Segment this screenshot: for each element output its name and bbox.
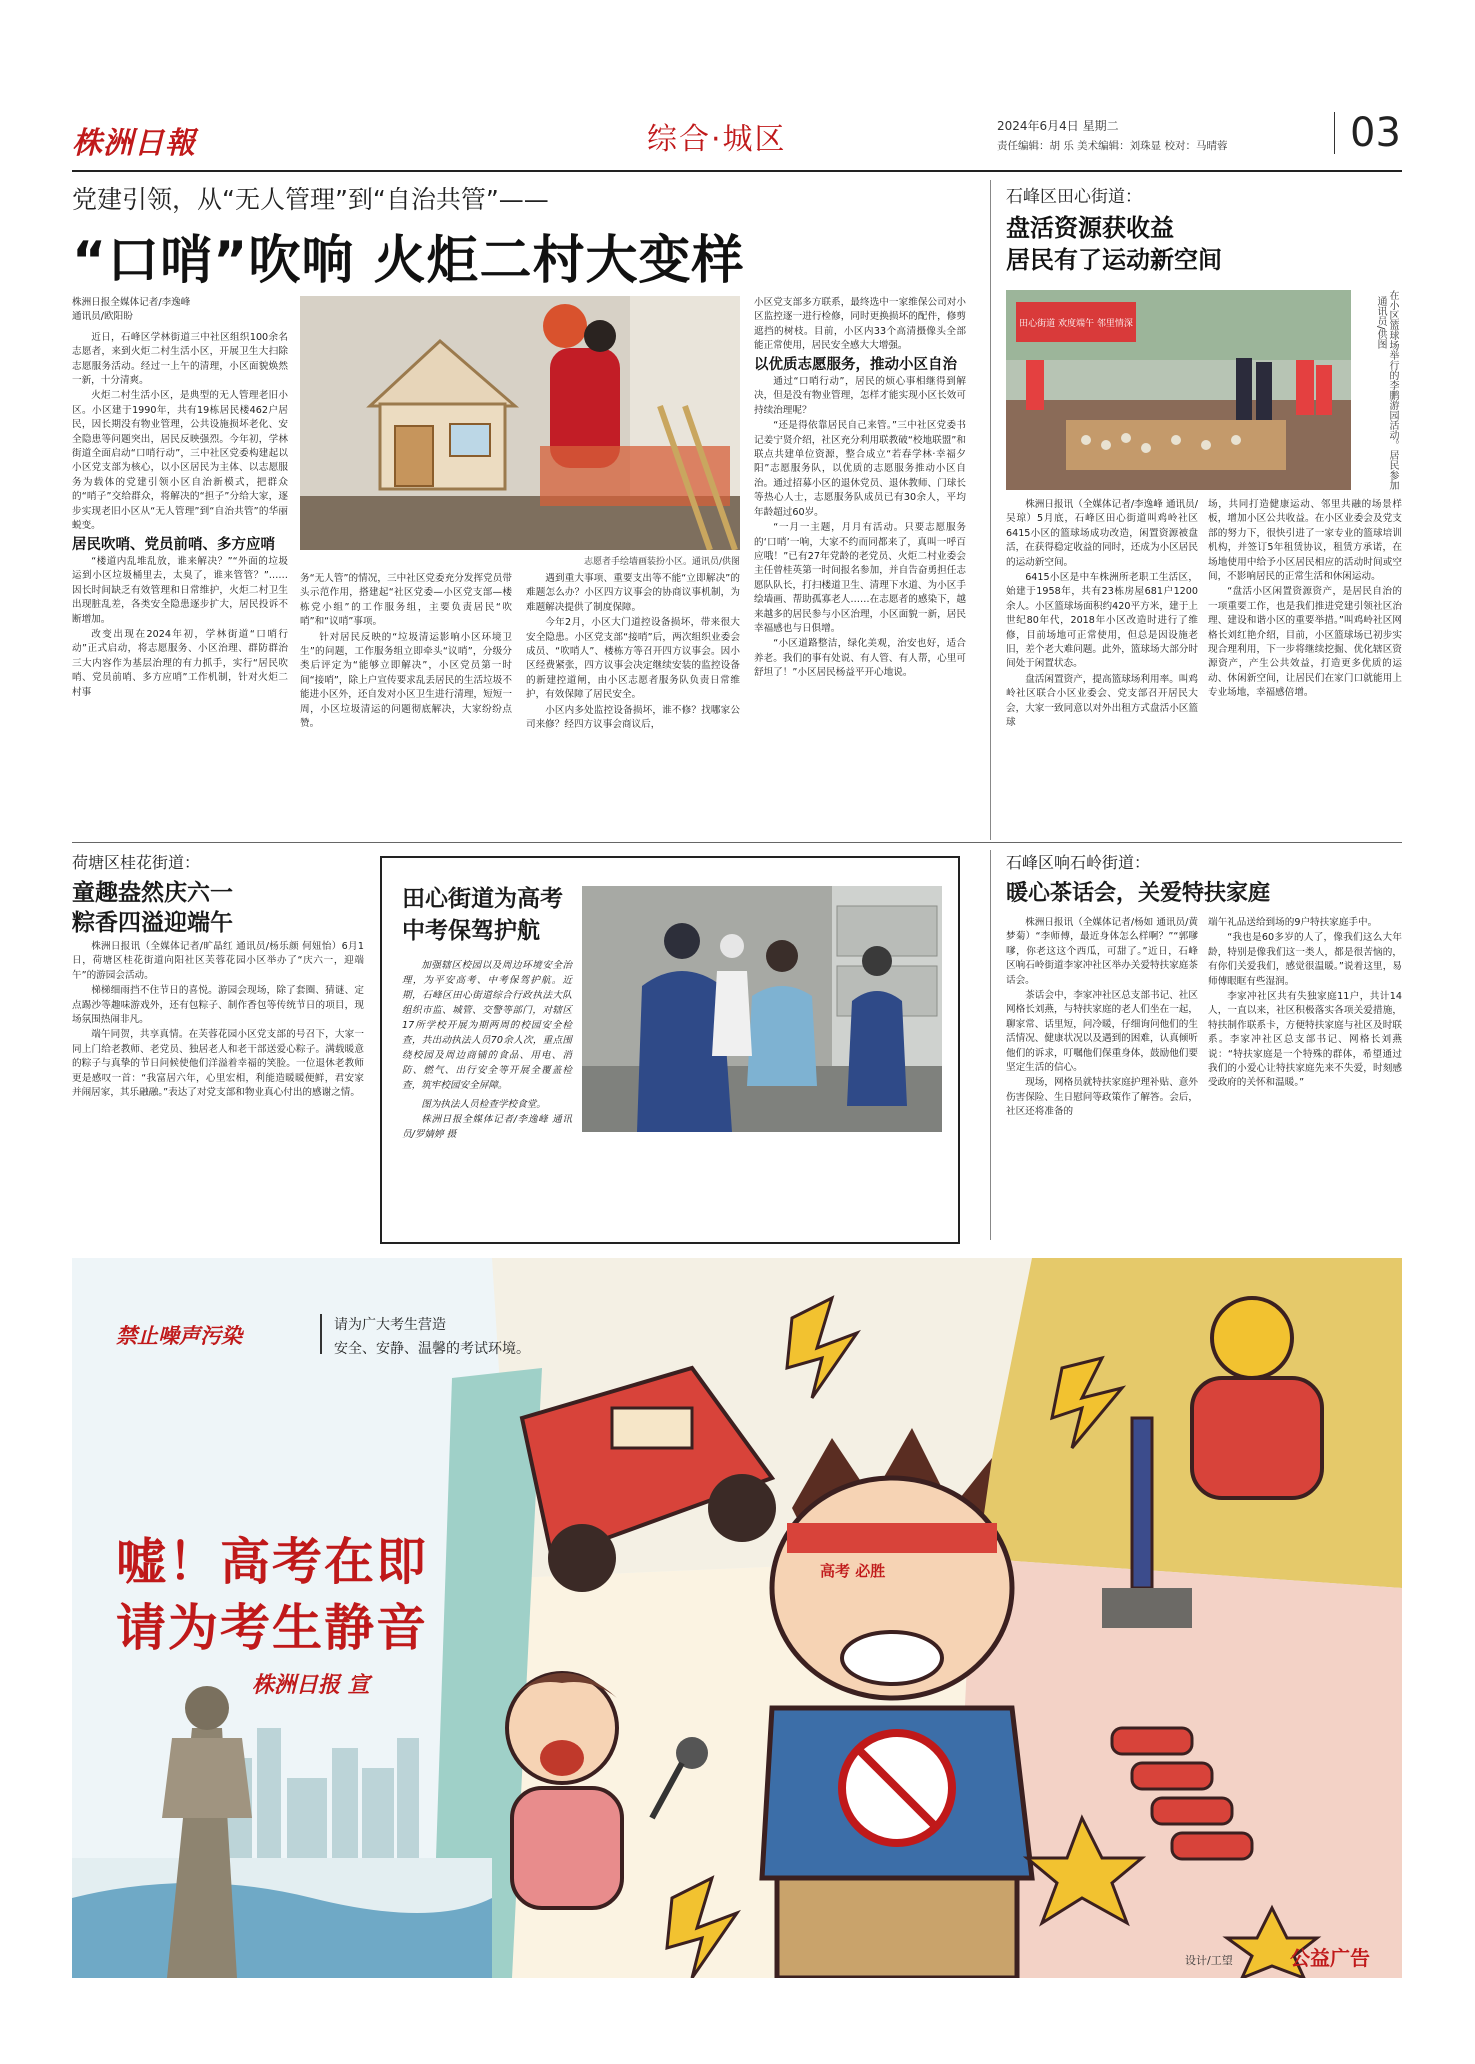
lead-column-3 (526, 572, 740, 836)
column-divider (990, 850, 991, 1240)
bottom-right-paragraph: 茶话会中，李家冲社区总支部书记、社区网格长刘燕，与特扶家庭的老人们坐在一起，聊家常、话里短，问冷暖，仔细询问他们的生活情况、健康状况以及遇到的困难，认真倾听他们的诉求，叮嘱他们保重身体，鼓励他们要坚定生活的信心。 (1006, 990, 1198, 1074)
bottom-left-title-2: 粽香四溢迎端午 (72, 909, 233, 936)
ad-slogan-1: 请为广大考生营造 (334, 1317, 446, 1333)
ad-headline-2: 请为考生静音 (116, 1599, 428, 1657)
lead-paragraph: 改变出现在2024年初，学林街道“口哨行动”正式启动，将志愿服务、小区治理、群防群治三大内容作为基层治理的有力抓手，实行“居民吹哨、党员前哨、多方应哨”工作机制，针对火炬二村事 (72, 628, 288, 698)
lead-paragraph: 小区党支部多方联系，最终选中一家维保公司对小区监控逐一进行检修，同时更换损坏的配件，修剪遮挡的树枝。目前，小区内33个高清摄像头全部能正常使用，居民安全感大大增强。 (754, 297, 966, 352)
lead-paragraph: 通过“口哨行动”，居民的烦心事相继得到解决，但是没有物业管理，怎样才能实现小区长效可持续治理呢？ (754, 376, 966, 416)
public-service-ad (72, 1258, 1402, 1978)
box-photo-credit: 株洲日报全媒体记者/李逸峰 通讯员/罗婧婷 摄 (402, 1114, 572, 1140)
right-top-kicker: 石峰区田心街道： (1006, 187, 1142, 207)
bottom-right-paragraph: “我也是60多岁的人了，像我们这么大年龄，特别是像我们这一类人，都是很苦恼的，有你们关爱我们，感觉很温暖。”说着这里，易师傅眼眶有些湿润。 (1208, 932, 1402, 987)
bottom-right-paragraph: 李家冲社区共有失独家庭11户，共计14人，一直以来，社区积极落实各项关爱措施，特扶制作联系卡，方便特扶家庭与社区及时联系。李家冲社区总支部书记、网格长刘燕说：“特扶家庭是一个特殊的群体，希望通过我们的小爱心让特扶家庭先来不失爱，时刻感受政府的关怀和温暖。” (1208, 991, 1402, 1089)
bottom-right-paragraph: 端午礼品送给到场的9户特扶家庭手中。 (1208, 917, 1378, 928)
masthead-logo: 株洲日報 (72, 126, 196, 161)
lead-paragraph: 遇到重大事项、重要支出等不能“立即解决”的难题怎么办？小区四方议事会的协商议事机制，为难题解决提供了制度保障。 (526, 573, 740, 613)
right-top-paragraph: 盘活闲置资产，提高篮球场利用率。叫鸡岭社区联合小区业委会、党支部召开居民大会，大家一致同意以对外出租方式盘活小区篮球 (1006, 673, 1198, 729)
bottom-left-paragraph: 端午同贺，共享真情。在芙蓉花园小区党支部的号召下，大家一同上门给老教师、老党员、独居老人和老干部送爱心粽子。满载暖意的粽子与真挚的节日问候使他们洋溢着幸福的笑脸。一位退休老教师更是感叹一首：“我富居六年，心里宏相，利能造暖暖便鲜，君安家并闹居家，其乐融融。”表达了对党支部和物业真心付出的感谢之情。 (72, 1029, 364, 1099)
masthead (72, 100, 1402, 170)
ad-headline-1: 嘘！高考在即 (116, 1533, 428, 1591)
box-photo-caption: 图为执法人员检查学校食堂。 (421, 1099, 546, 1110)
lead-photo-mural (300, 296, 740, 550)
right-top-column-2 (1208, 498, 1402, 838)
center-box (380, 856, 960, 1244)
column-divider (990, 180, 991, 840)
bottom-right-kicker: 石峰区响石岭街道： (1006, 853, 1151, 872)
lead-paragraph: “还是得依靠居民自己来管。”三中社区党委书记姜宁贤介绍，社区充分利用联教破“校地联盟”和联点共建单位资源，整合成立“若春学林·幸福夕阳”志愿服务队，以优质的志愿服务推动小区自治。通过招募小区的退休党员、退休教师、门球长等热心人士，志愿服务队成员已有30余人，平均年龄超过60岁。 (754, 420, 966, 518)
lead-paragraph: “楼道内乱堆乱放，谁来解决？”“外面的垃圾运到小区垃圾桶里去，太臭了，谁来管管？”……因长时间缺乏有效管理和日常维护，火炬二村卫生出现脏乱差，各类安全隐患逐步扩大，居民投诉不断增加。 (72, 555, 288, 625)
right-top-title-2: 居民有了运动新空间 (1006, 245, 1222, 274)
ad-badge-divider (320, 1314, 322, 1354)
lead-column-2 (300, 572, 512, 836)
bottom-left-paragraph: 株洲日报讯（全媒体记者/旷晶红 通讯员/杨乐颜 何妞怡）6月1日，荷塘区桂花街道向阳社区芙蓉花园小区举办了“庆六一，迎端午”的游园会活动。 (72, 941, 364, 981)
lead-paragraph: 今年2月，小区大门道控设备损坏，带来很大安全隐患。小区党支部“接哨”后，两次组织业委会成员、“吹哨人”、楼栋方等召开四方议事会。因小区经费紧张，四方议事会决定继续安装的监控设备的新建控道闸，由小区志愿者服务队负责日常维护，有效保障了居民安全。 (526, 617, 740, 701)
ad-badge-text: 禁止噪声污染 (116, 1324, 242, 1348)
lead-paragraph: 近日，石峰区学林街道三中社区组织100余名志愿者，来到火炬二村生活小区，开展卫生大扫除志愿服务活动。经过一上午的清理，小区面貌焕然一新，十分清爽。 (72, 331, 288, 387)
lead-subhead-2: 以优质志愿服务，推动小区自治 (754, 356, 957, 373)
right-top-paragraph: 株洲日报讯（全媒体记者/李逸峰 通讯员/吴琼）5月底，石峰区田心街道叫鸡岭社区6415小区的篮球场成功改造，闲置资源被盘活，在获得稳定收益的同时，还成为小区居民的运动新空间。 (1006, 499, 1198, 568)
ad-slogan-2: 安全、安静、温馨的考试环境。 (334, 1341, 530, 1357)
mid-rule (72, 842, 1402, 843)
page-number: 03 (1350, 110, 1401, 156)
bottom-right-column-2 (1208, 916, 1402, 1238)
vertical-caption-text: 在小区篮球场举行的李鹏游园活动。居民参加 (1387, 290, 1398, 490)
lead-kicker: 党建引领，从“无人管理”到“自治共管”—— (72, 185, 549, 214)
bottom-left-body (72, 940, 364, 1240)
bottom-right-title: 暖心茶话会，关爱特扶家庭 (1006, 880, 1271, 906)
box-title-2: 中考保驾护航 (402, 917, 540, 944)
page-credits: 责任编辑：胡 乐 美术编辑：刘珠显 校对：马晴蓉 (997, 140, 1228, 152)
bottom-right-column-1 (1006, 916, 1198, 1238)
masthead-rule (72, 170, 1402, 172)
lead-subhead-1: 居民吹哨、党员前哨、多方应哨 (72, 536, 275, 553)
right-top-paragraph: 6415小区是中车株洲所老职工生活区，始建于1958年，共有23栋房屋681户1200余人。小区篮球场面积约420平方米，建于上世纪80年代，2018年小区改造时进行了维修，目前场地可正常使用，但总是因设施老旧，差个老大难问题。此外，篮球场大部分时间处于闲置状态。 (1006, 572, 1198, 670)
lead-paragraph: “一月一主题，月月有活动。只要志愿服务的‘口哨’一响，大家不约而同都来了，真叫一呼百应哦！”已有27年党龄的老党员、火炬二村业委会主任曾桂英第一时间报名参加，并自告奋勇担任志愿队队长，打扫楼道卫生、清理下水道、为小区手绘墙画、帮助孤寡老人……在志愿者的感染下，越来越多的居民参与小区治理，小区面貌一新，居民幸福感也与日俱增。 (754, 522, 966, 634)
lead-paragraph: 火炬二村生活小区，是典型的无人管理老旧小区。小区建于1990年，共有19栋居民楼462户居民，因长期没有物业管理，公共设施损坏老化、安全隐患等问题突出，居民反映强烈。今年初，学林街道全面启动“口哨行动”，三中社区党委构建起以小区党支部为核心，以小区居民为主体、以志愿服务为载体的党建引领小区自治新模式，把群众的“哨子”交给群众，将解决的“担子”分给大家，逐步实现老旧小区从“无人管理”到“自治共管”的华丽蜕变。 (72, 390, 288, 532)
lead-byline: 株洲日报全媒体记者/李逸峰 通讯员/欧阳盼 (72, 297, 191, 323)
ad-logo: 株洲日报 宣 (252, 1673, 370, 1698)
lead-paragraph: 针对居民反映的“垃圾清运影响小区环境卫生”的问题，工作服务组立即牵头“议哨”，分级分类后评定为“能够立即解决”，小区党员第一时间“接哨”，除上户宣传要求乱丢居民的生活垃圾不能进小区外，还自发对小区卫生进行清理，短短一周，小区垃圾清运的问题彻底解决，大家纷纷点赞。 (300, 631, 512, 730)
page-date: 2024年6月4日 星期二 (997, 119, 1119, 133)
ad-tag: 公益广告 (1290, 1946, 1370, 1970)
court-banner-text: 田心街道 欢度端午 邻里情深 (1019, 319, 1133, 329)
section-title: 综合·城区 (647, 122, 787, 157)
lead-paragraph: 小区内多处监控设备损坏，谁不修？找哪家公司来修？经四方议事会商议后， (526, 704, 740, 731)
box-paragraph: 加强辖区校园以及周边环境安全治理，为平安高考、中考保驾护航。近期，石峰区田心街道综合行政执法大队组织市监、城管、交警等部门，对辖区17所学校开展为期两周的校园安全检查，共出动执法人员70余人次，重点围绕校园及周边商铺的食品、用电、消防、燃气、出行安全等开展全覆盖检查，筑牢校园安全屏障。 (402, 960, 572, 1091)
vertical-caption-credit: 通讯员/供图 (1375, 296, 1386, 350)
lead-column-4 (754, 296, 966, 836)
right-top-title-1: 盘活资源获收益 (1006, 213, 1174, 242)
box-title-1: 田心街道为高考 (402, 885, 563, 912)
bottom-left-paragraph: 梯梯细雨挡不住节日的喜悦。游园会现场，除了套圈、猜谜、定点踢沙等趣味游戏外，还有包粽子、制作香包等传统节日的项目，现场氛围热闹非凡。 (72, 985, 364, 1026)
bottom-right-paragraph: 株洲日报讯（全媒体记者/杨如 通讯员/黄梦菊）“李师傅，最近身体怎么样啊？”“郭嗲嗲，你老这这个西瓜，可甜了。”近日，石峰区响石岭街道李家冲社区举办关爱特扶家庭茶话会。 (1006, 917, 1198, 986)
ad-design-credit: 设计/工望 (1185, 1954, 1233, 1967)
right-top-photo-basketball-court (1006, 290, 1351, 490)
box-body (402, 958, 572, 1238)
right-top-vertical-caption (1358, 290, 1398, 490)
box-photo-inspection (582, 886, 942, 1132)
lead-column-1 (72, 296, 288, 836)
lead-paragraph: 务“无人管”的情况，三中社区党委充分发挥党员带头示范作用，搭建起“社区党委—小区党支部—楼栋党小组”的工作服务组，主要负责居民“吹哨”和“议哨”事项。 (300, 573, 512, 628)
right-top-paragraph: 场，共同打造健康运动、邻里共融的场景样板，增加小区公共收益。在小区业委会及党支部的努力下，很快引进了一家专业的篮球培训机构，并签订5年租赁协议，租赁方承诺，在场地使用中给予小区居民相应的活动时间或空间，不影响居民的正常生活和休闲运动。 (1208, 499, 1402, 583)
bottom-right-paragraph: 现场，网格员就特扶家庭护理补贴、意外伤害保险、生日慰问等政策作了解答。会后，社区还将准备的 (1006, 1077, 1198, 1118)
masthead-divider (1334, 112, 1335, 154)
lead-paragraph: “小区道路整洁，绿化美观，治安也好，适合养老。我们的事有处说、有人管、有人帮，心里可舒坦了！”小区居民杨益平开心地说。 (754, 638, 966, 679)
lead-photo-caption: 志愿者手绘墙画装扮小区。通讯员/供图 (583, 557, 740, 567)
bottom-left-kicker: 荷塘区桂花街道： (72, 853, 201, 872)
right-top-paragraph: “盘活小区闲置资源资产，是居民自治的一项重要工作，也是我们推进党建引领社区治理、建设和谐小区的重要举措。”叫鸡岭社区网格长刘红艳介绍，目前，小区篮球场已初步实现合理利用，下一步将继续挖掘、优化辖区资源资产，产生公共效益，打造更多优质的运动、休闲新空间，让居民们在家门口就能用上专业场地，幸福感倍增。 (1208, 586, 1402, 699)
right-top-column-1 (1006, 498, 1198, 838)
ad-badge (116, 1320, 242, 1350)
ad-headband-text: 高考 必胜 (820, 1562, 886, 1580)
lead-headline: “口哨”吹响 火炬二村大变样 (72, 231, 745, 291)
bottom-left-title-1: 童趣盎然庆六一 (72, 879, 233, 906)
